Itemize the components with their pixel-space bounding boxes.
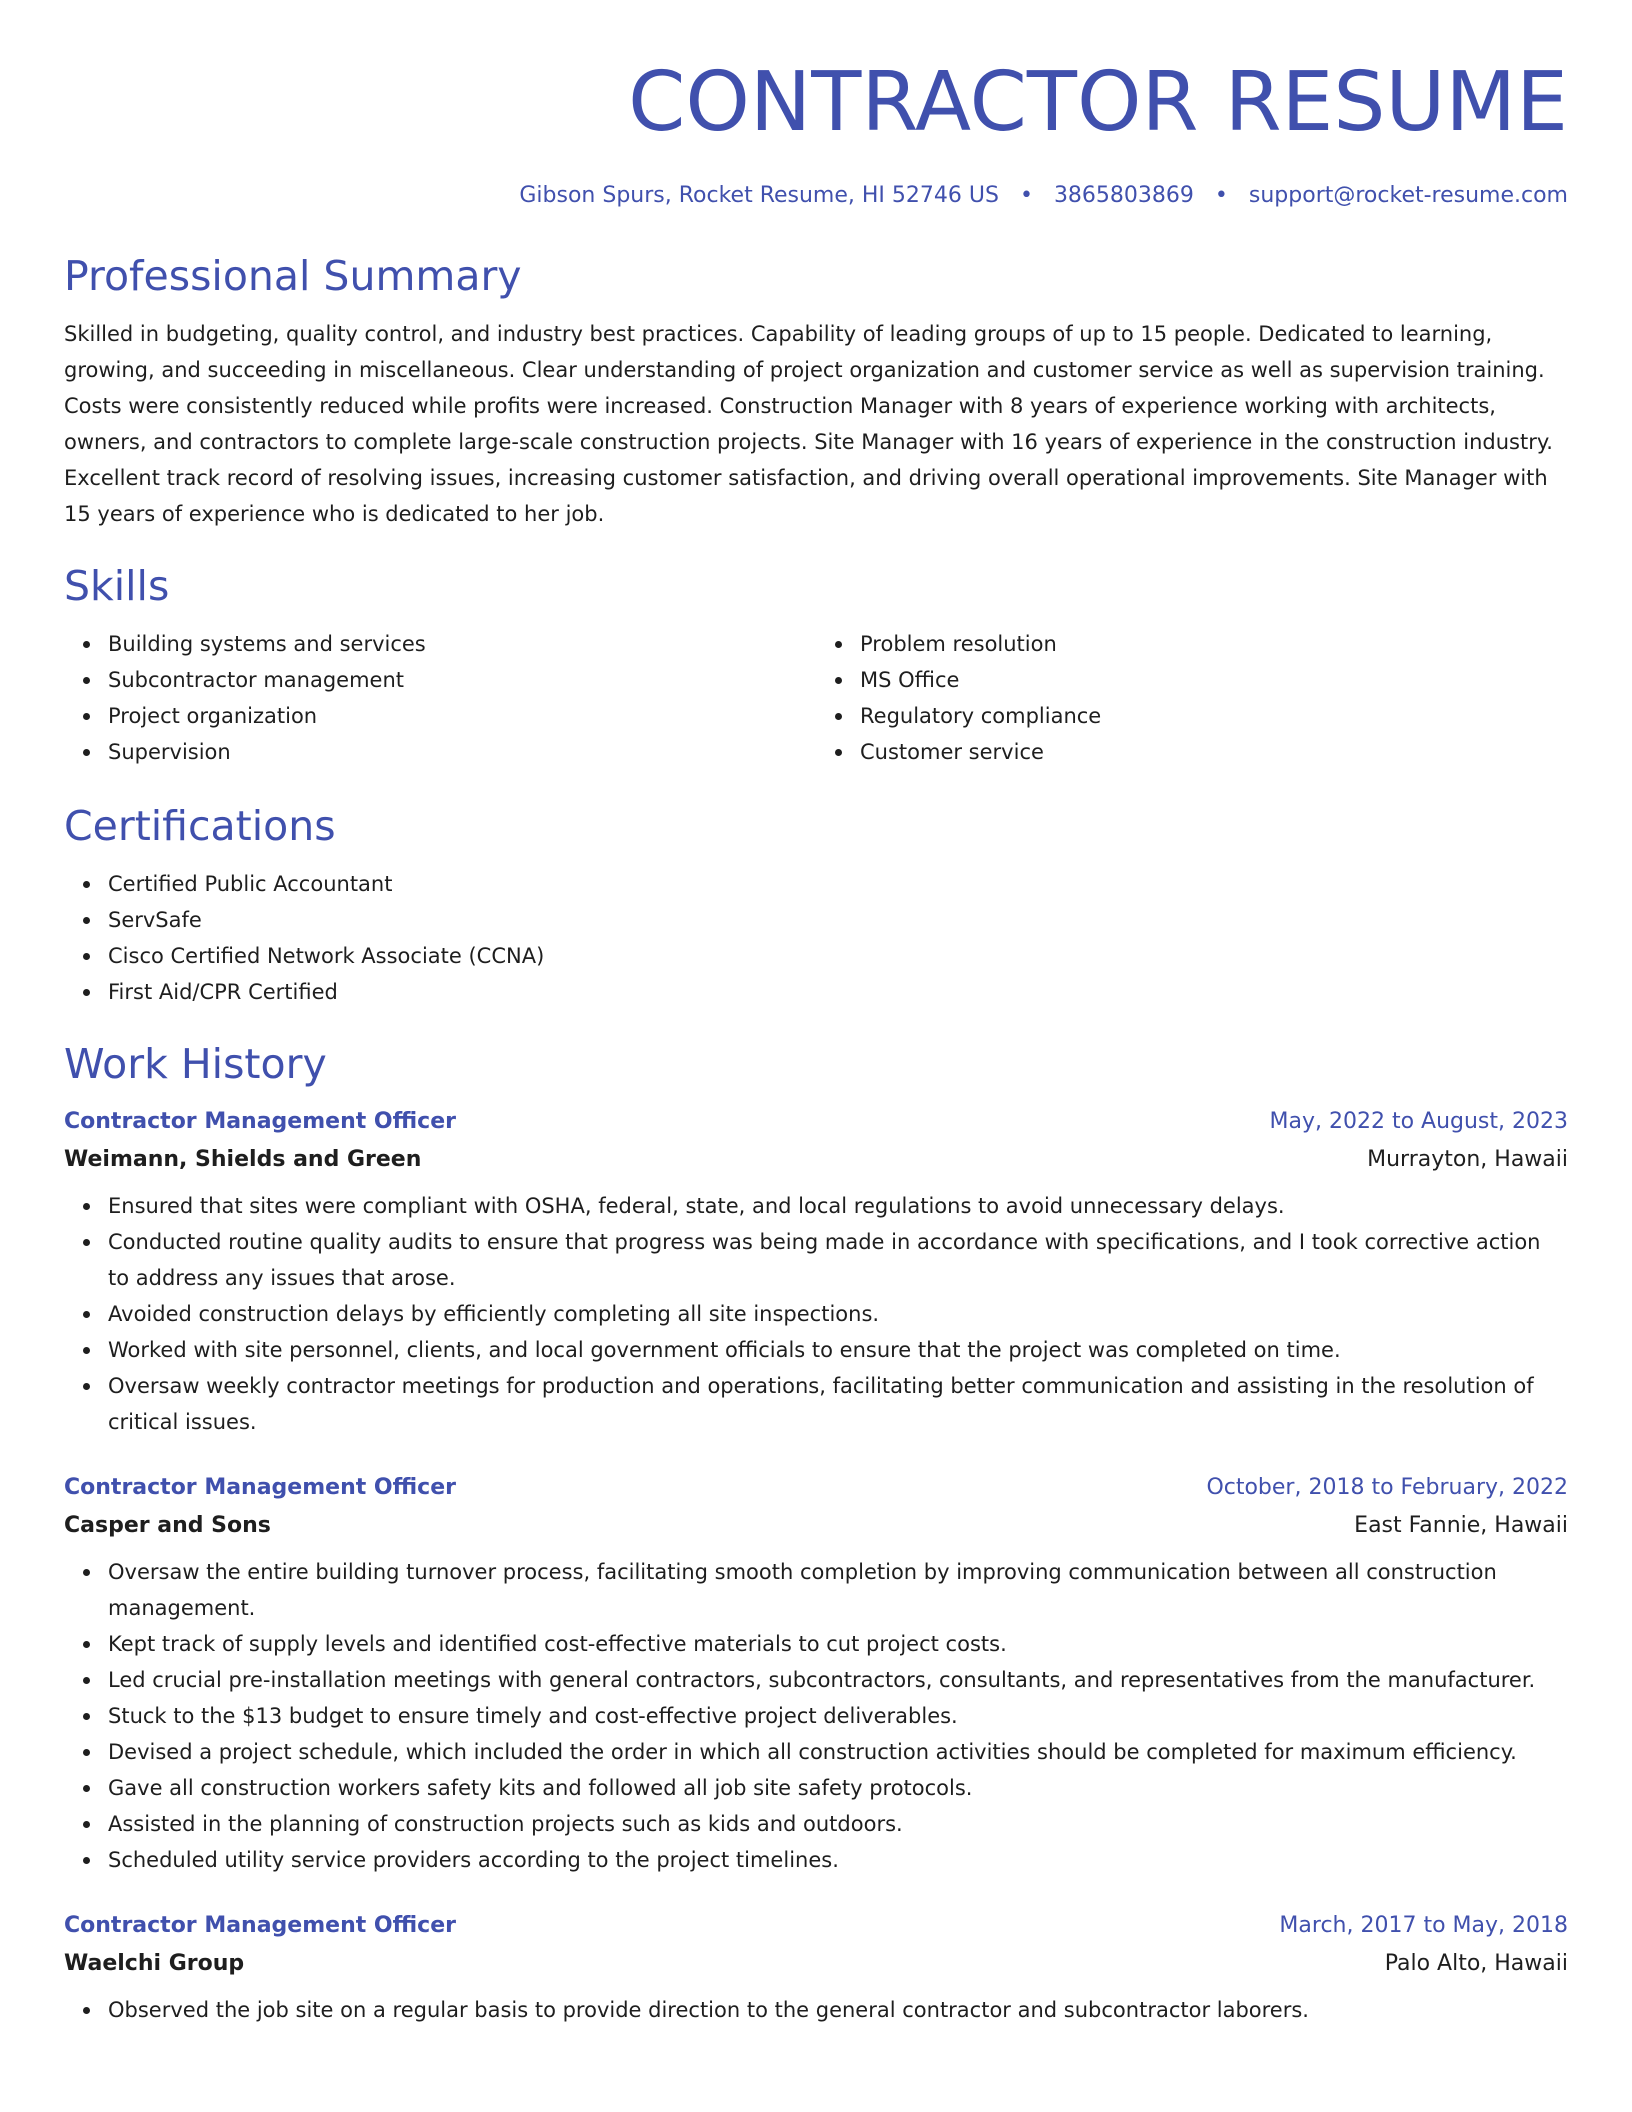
job-company: Weimann, Shields and Green — [64, 1147, 422, 1172]
job-subheader — [64, 1506, 1568, 1546]
summary-heading: Professional Summary — [64, 252, 522, 300]
skill-item: Building systems and services — [108, 626, 816, 662]
skills-list-right — [816, 626, 1568, 770]
job-entry — [64, 1908, 1568, 2028]
job-company: Casper and Sons — [64, 1513, 271, 1538]
job-bullet: Avoided construction delays by efficiently completing all site inspections. — [108, 1296, 1568, 1332]
job-header — [64, 1104, 1568, 1140]
skill-item: Problem resolution — [860, 626, 1568, 662]
resume-title: CONTRACTOR RESUME — [628, 55, 1568, 150]
skill-item: Project organization — [108, 698, 816, 734]
skills-grid — [64, 626, 1568, 770]
job-dates: March, 2017 to May, 2018 — [1279, 1913, 1568, 1938]
skill-item: Subcontractor management — [108, 662, 816, 698]
certifications-section — [64, 800, 1568, 1010]
job-entry — [64, 1104, 1568, 1440]
summary-text: Skilled in budgeting, quality control, and industry best practices. Capability of leading groups of up to 15 people. Dedicated to learning, growing, and succeeding in miscellaneous. Clear understanding of project organization and customer service as well as supervision training. Costs were consistently reduced while profits were increased. Construction Manager with 8 years of experience working with architects, owners, and contractors to complete large-scale construction projects. Site Manager with 16 years of experience in the construction industry. Excellent track record of resolving issues, increasing customer satisfaction, and driving overall operational improvements. Site Manager with 15 years of experience who is dedicated to her job. — [64, 322, 1553, 526]
job-bullet: Led crucial pre-installation meetings with general contractors, subcontractors, consultants, and representatives from the manufacturer. — [108, 1662, 1568, 1698]
job-bullet: Scheduled utility service providers according to the project timelines. — [108, 1842, 1568, 1878]
contact-line — [64, 180, 1568, 212]
job-bullet: Kept track of supply levels and identified cost-effective materials to cut project costs. — [108, 1626, 1568, 1662]
job-header — [64, 1470, 1568, 1506]
certification-item: Certified Public Accountant — [108, 866, 1568, 902]
job-bullet: Conducted routine quality audits to ensure that progress was being made in accordance with specifications, and I took corrective action to address any issues that arose. — [108, 1224, 1568, 1296]
work-history-heading: Work History — [64, 1040, 327, 1088]
skill-item: Customer service — [860, 734, 1568, 770]
job-bullets — [64, 1992, 1568, 2028]
job-bullet: Assisted in the planning of construction projects such as kids and outdoors. — [108, 1806, 1568, 1842]
certification-item: First Aid/CPR Certified — [108, 974, 1568, 1010]
job-bullet: Oversaw weekly contractor meetings for production and operations, facilitating better communication and assisting in the resolution of critical issues. — [108, 1368, 1568, 1440]
skill-item: Supervision — [108, 734, 816, 770]
job-bullets — [64, 1554, 1568, 1878]
job-location: East Fannie, Hawaii — [1354, 1513, 1568, 1538]
job-company: Waelchi Group — [64, 1951, 245, 1976]
job-bullets — [64, 1188, 1568, 1440]
summary-section — [64, 250, 1568, 532]
job-subheader — [64, 1944, 1568, 1984]
job-bullet: Oversaw the entire building turnover process, facilitating smooth completion by improving communication between all construction management. — [108, 1554, 1568, 1626]
certification-item: ServSafe — [108, 902, 1568, 938]
job-entry — [64, 1470, 1568, 1878]
job-dates: May, 2022 to August, 2023 — [1269, 1109, 1568, 1134]
job-bullet: Gave all construction workers safety kits and followed all job site safety protocols. — [108, 1770, 1568, 1806]
certification-item: Cisco Certified Network Associate (CCNA) — [108, 938, 1568, 974]
job-bullet: Devised a project schedule, which included the order in which all construction activities should be completed for maximum efficiency. — [108, 1734, 1568, 1770]
skills-heading: Skills — [64, 562, 170, 610]
skill-item: MS Office — [860, 662, 1568, 698]
job-bullet: Observed the job site on a regular basis to provide direction to the general contractor and subcontractor laborers. — [108, 1992, 1568, 2028]
job-subheader — [64, 1140, 1568, 1180]
job-title: Contractor Management Officer — [64, 1109, 456, 1134]
contact-separator: • — [1214, 183, 1228, 208]
job-bullet: Ensured that sites were compliant with OSHA, federal, state, and local regulations to avoid unnecessary delays. — [108, 1188, 1568, 1224]
job-location: Murrayton, Hawaii — [1367, 1147, 1568, 1172]
skills-section — [64, 560, 1568, 770]
contact-address: Gibson Spurs, Rocket Resume, HI 52746 US — [519, 183, 999, 208]
job-bullet: Worked with site personnel, clients, and local government officials to ensure that the project was completed on time. — [108, 1332, 1568, 1368]
job-bullet: Stuck to the $13 budget to ensure timely and cost-effective project deliverables. — [108, 1698, 1568, 1734]
contact-separator: • — [1019, 183, 1033, 208]
work-history-section — [64, 1038, 1568, 2028]
job-title: Contractor Management Officer — [64, 1475, 456, 1500]
certifications-heading: Certifications — [64, 802, 336, 850]
certifications-list — [64, 866, 1568, 1010]
skills-list-left — [64, 626, 816, 770]
job-title: Contractor Management Officer — [64, 1913, 456, 1938]
resume-header — [64, 48, 1568, 212]
skill-item: Regulatory compliance — [860, 698, 1568, 734]
job-dates: October, 2018 to February, 2022 — [1206, 1475, 1568, 1500]
contact-phone: 3865803869 — [1053, 183, 1194, 208]
job-header — [64, 1908, 1568, 1944]
job-location: Palo Alto, Hawaii — [1384, 1951, 1568, 1976]
contact-email: support@rocket-resume.com — [1248, 183, 1568, 208]
